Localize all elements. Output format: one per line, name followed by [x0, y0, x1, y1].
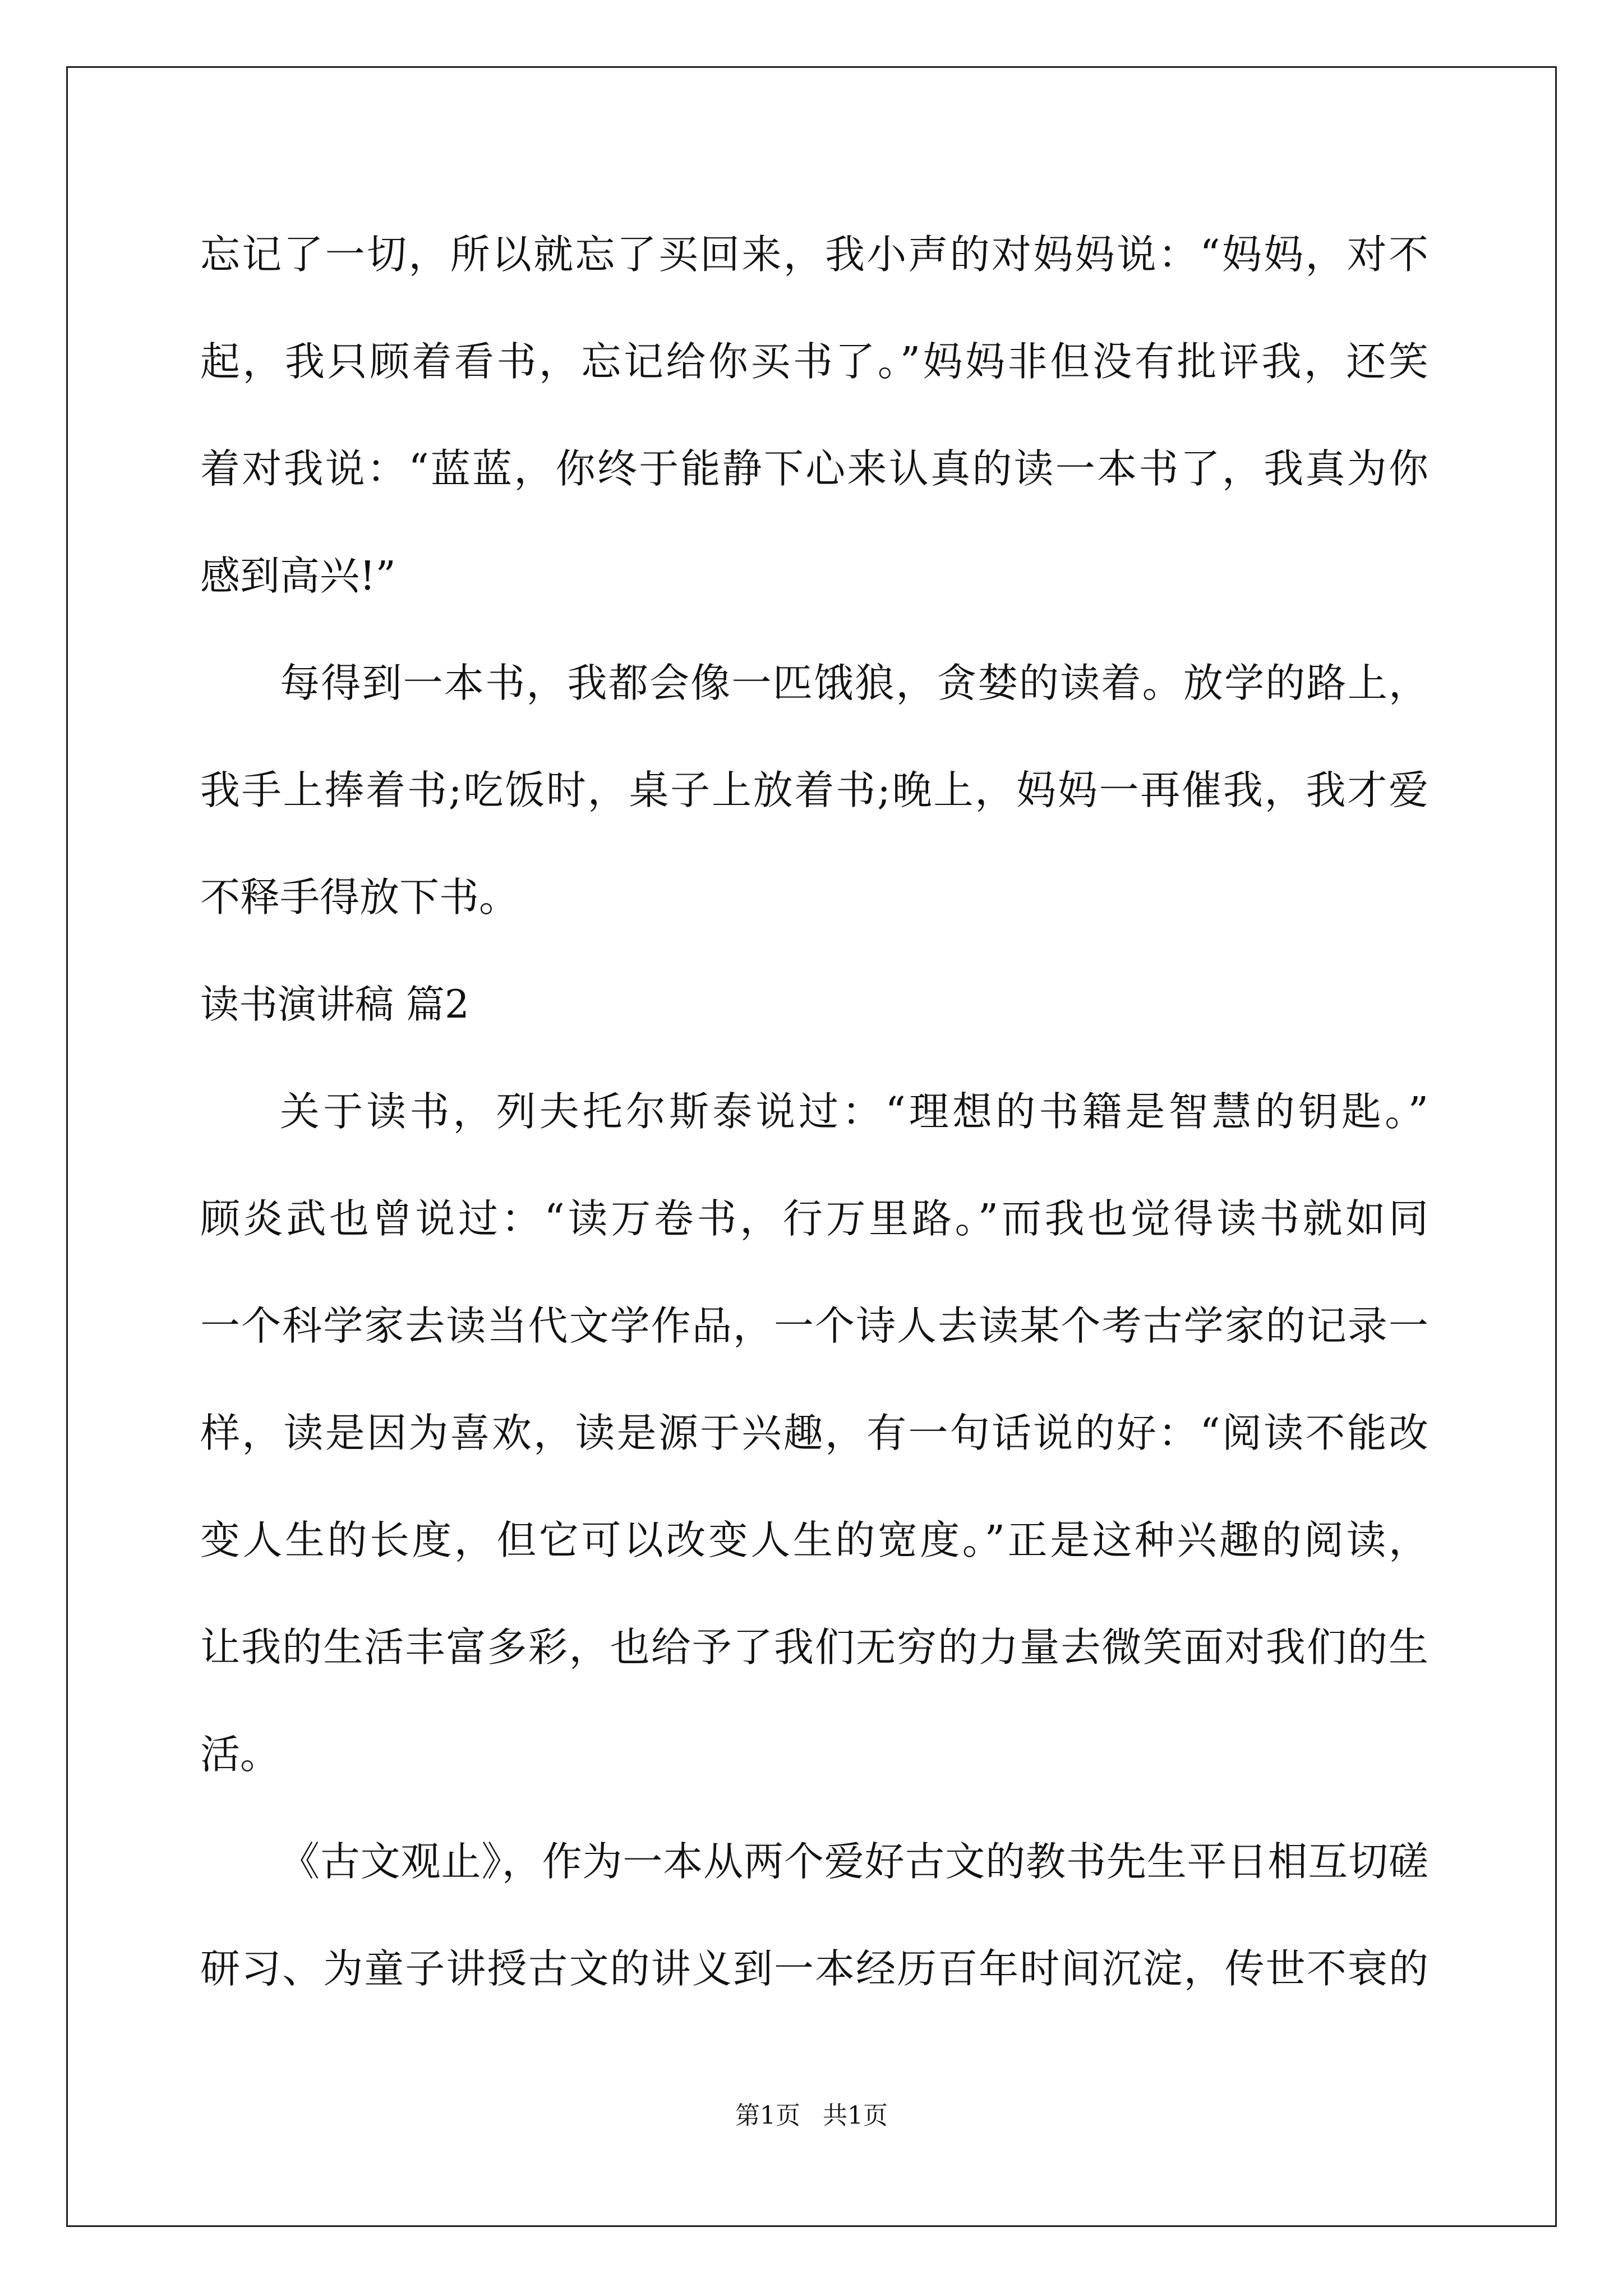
- text-line: 关于读书，列夫托尔斯泰说过：“理想的书籍是智慧的钥匙。”: [280, 1088, 1428, 1135]
- page-number: 第1页: [735, 2101, 800, 2130]
- text-line: 研习、为童子讲授古文的讲义到一本经历百年时间沉淀，传世不衰的: [200, 1945, 1428, 1992]
- text-line: 感到高兴!”: [200, 553, 396, 599]
- page-footer: [0, 2099, 1623, 2133]
- text-line: 我手上捧着书;吃饭时，桌子上放着书;晚上，妈妈一再催我，我才爱: [200, 767, 1428, 813]
- text-line: 忘记了一切，所以就忘了买回来，我小声的对妈妈说：“妈妈，对不: [200, 231, 1428, 278]
- text-line: 让我的生活丰富多彩，也给予了我们无穷的力量去微笑面对我们的生: [200, 1624, 1428, 1671]
- text-line: 一个科学家去读当代文学作品，一个诗人去读某个考古学家的记录一: [200, 1303, 1428, 1349]
- text-line: 变人生的长度，但它可以改变人生的宽度。”正是这种兴趣的阅读，: [200, 1517, 1428, 1563]
- text-line: 不释手得放下书。: [200, 874, 519, 921]
- text-line: 样，读是因为喜欢，读是源于兴趣，有一句话说的好：“阅读不能改: [200, 1410, 1428, 1456]
- text-line: 顾炎武也曾说过：“读万卷书，行万里路。”而我也觉得读书就如同: [200, 1195, 1428, 1242]
- text-line: 活。: [200, 1731, 280, 1778]
- page-total: 共1页: [823, 2101, 888, 2130]
- document-body: [200, 210, 1428, 2031]
- text-line: 着对我说：“蓝蓝，你终于能静下心来认真的读一本书了，我真为你: [200, 445, 1428, 492]
- text-line: 《古文观止》，作为一本从两个爱好古文的教书先生平日相互切磋: [280, 1838, 1428, 1885]
- section-heading: 读书演讲稿 篇2: [200, 982, 469, 1027]
- text-line: 起，我只顾着看书，忘记给你买书了。”妈妈非但没有批评我，还笑: [200, 338, 1428, 385]
- text-line: 每得到一本书，我都会像一匹饿狼，贪婪的读着。放学的路上，: [280, 660, 1428, 706]
